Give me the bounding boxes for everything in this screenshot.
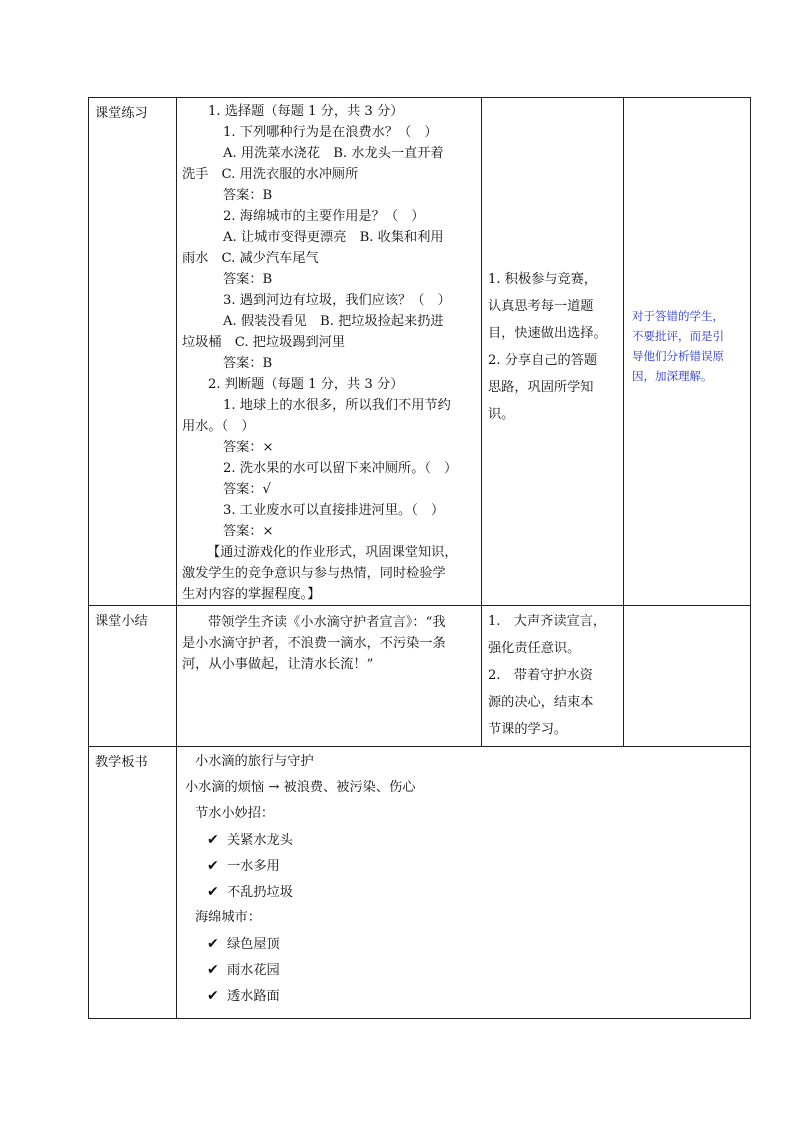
practice-line: 答案：× xyxy=(223,524,274,539)
board-title: 小水滴的旅行与守护 xyxy=(195,754,314,769)
practice-line: 答案：B xyxy=(223,272,273,287)
check-icon: ✔ xyxy=(207,832,219,848)
practice-line: A. 让城市变得更漂亮 B. 收集和利用 xyxy=(223,230,444,245)
summary-line: 河，从小事做起，让清水长流！” xyxy=(182,657,374,672)
student-line: 源的决心，结束本 xyxy=(488,695,594,710)
practice-line: A. 假装没看见 B. 把垃圾捡起来扔进 xyxy=(223,314,444,329)
lesson-plan-table xyxy=(88,97,751,1019)
practice-line: 3. 工业废水可以直接排进河里。（ ） xyxy=(223,503,445,518)
student-line: 2. 带着守护水资 xyxy=(488,668,593,683)
board-sponge-title: 海绵城市： xyxy=(195,910,261,925)
practice-line: 用水。（ ） xyxy=(182,419,255,434)
student-line: 识。 xyxy=(488,407,515,422)
practice-line: 答案：B xyxy=(223,356,273,371)
practice-line: 2. 海绵城市的主要作用是？（ ） xyxy=(223,209,425,224)
practice-teacher-note xyxy=(624,98,751,606)
practice-row xyxy=(89,98,751,606)
note-line: 因，加深理解。 xyxy=(632,369,713,383)
board-row xyxy=(89,747,751,1019)
practice-line: 1. 地球上的水很多，所以我们不用节约 xyxy=(223,398,451,413)
note-line: 导他们分析错误原 xyxy=(632,349,724,363)
practice-line: 垃圾桶 C. 把垃圾踢到河里 xyxy=(182,335,346,350)
summary-content xyxy=(177,606,482,747)
practice-line: A. 用洗菜水浇花 B. 水龙头一直开着 xyxy=(223,146,444,161)
student-line: 1. 大声齐读宣言， xyxy=(488,614,607,629)
practice-line: 3. 遇到河边有垃圾，我们应该？（ ） xyxy=(223,293,451,308)
student-line: 节课的学习。 xyxy=(488,722,568,737)
practice-line: 【通过游戏化的作业形式，巩固课堂知识， xyxy=(207,545,458,560)
practice-label: 课堂练习 xyxy=(89,98,177,606)
practice-line: 生对内容的掌握程度。】 xyxy=(182,587,321,602)
student-line: 思路，巩固所学知 xyxy=(488,380,594,395)
student-line: 认真思考每一道题 xyxy=(488,299,594,314)
board-tips-title: 节水小妙招： xyxy=(195,806,275,821)
student-line: 目，快速做出选择。 xyxy=(488,326,607,341)
student-line: 1. 积极参与竞赛， xyxy=(488,272,598,287)
practice-line: 2. 洗水果的水可以留下来冲厕所。（ ） xyxy=(223,461,458,476)
summary-empty-cell xyxy=(624,606,751,747)
check-icon: ✔ xyxy=(207,858,219,874)
board-tip-item: ✔ 关紧水龙头 xyxy=(185,827,750,853)
practice-line: 答案：× xyxy=(223,440,274,455)
note-line: 对于答错的学生， xyxy=(632,309,724,323)
summary-line: 是小水滴守护者，不浪费一滴水，不污染一条 xyxy=(182,636,446,651)
board-sponge-item: ✔ 雨水花园 xyxy=(185,957,750,983)
board-sponge-item: ✔ 透水路面 xyxy=(185,983,750,1009)
check-icon: ✔ xyxy=(207,988,219,1004)
practice-content xyxy=(177,98,482,606)
board-content xyxy=(177,747,751,1019)
board-sponge-item: ✔ 绿色屋顶 xyxy=(185,931,750,957)
board-line: 小水滴的烦恼 → 被浪费、被污染、伤心 xyxy=(185,780,416,795)
practice-line: 洗手 C. 用洗衣服的水冲厕所 xyxy=(182,167,359,182)
practice-line: 答案：B xyxy=(223,188,273,203)
student-line: 2. 分享自己的答题 xyxy=(488,353,598,368)
summary-label: 课堂小结 xyxy=(89,606,177,747)
check-icon: ✔ xyxy=(207,884,219,900)
summary-row xyxy=(89,606,751,747)
practice-line: 2. 判断题（每题 1 分，共 3 分） xyxy=(208,377,404,392)
check-icon: ✔ xyxy=(207,962,219,978)
summary-line: 带领学生齐读《小水滴守护者宣言》：“我 xyxy=(208,615,446,630)
board-tip-item: ✔ 不乱扔垃圾 xyxy=(185,879,750,905)
summary-student-activity xyxy=(482,606,624,747)
note-line: 不要批评，而是引 xyxy=(632,329,724,343)
practice-line: 激发学生的竞争意识与参与热情，同时检验学 xyxy=(182,566,446,581)
practice-line: 1. 选择题（每题 1 分，共 3 分） xyxy=(208,104,404,119)
practice-line: 雨水 C. 减少汽车尾气 xyxy=(182,251,319,266)
board-label: 教学板书 xyxy=(89,747,177,1019)
check-icon: ✔ xyxy=(207,936,219,952)
student-line: 强化责任意识。 xyxy=(488,641,581,656)
board-tip-item: ✔ 一水多用 xyxy=(185,853,750,879)
practice-line: 答案：√ xyxy=(223,482,271,497)
practice-student-activity xyxy=(482,98,624,606)
practice-line: 1. 下列哪种行为是在浪费水？（ ） xyxy=(223,125,438,140)
